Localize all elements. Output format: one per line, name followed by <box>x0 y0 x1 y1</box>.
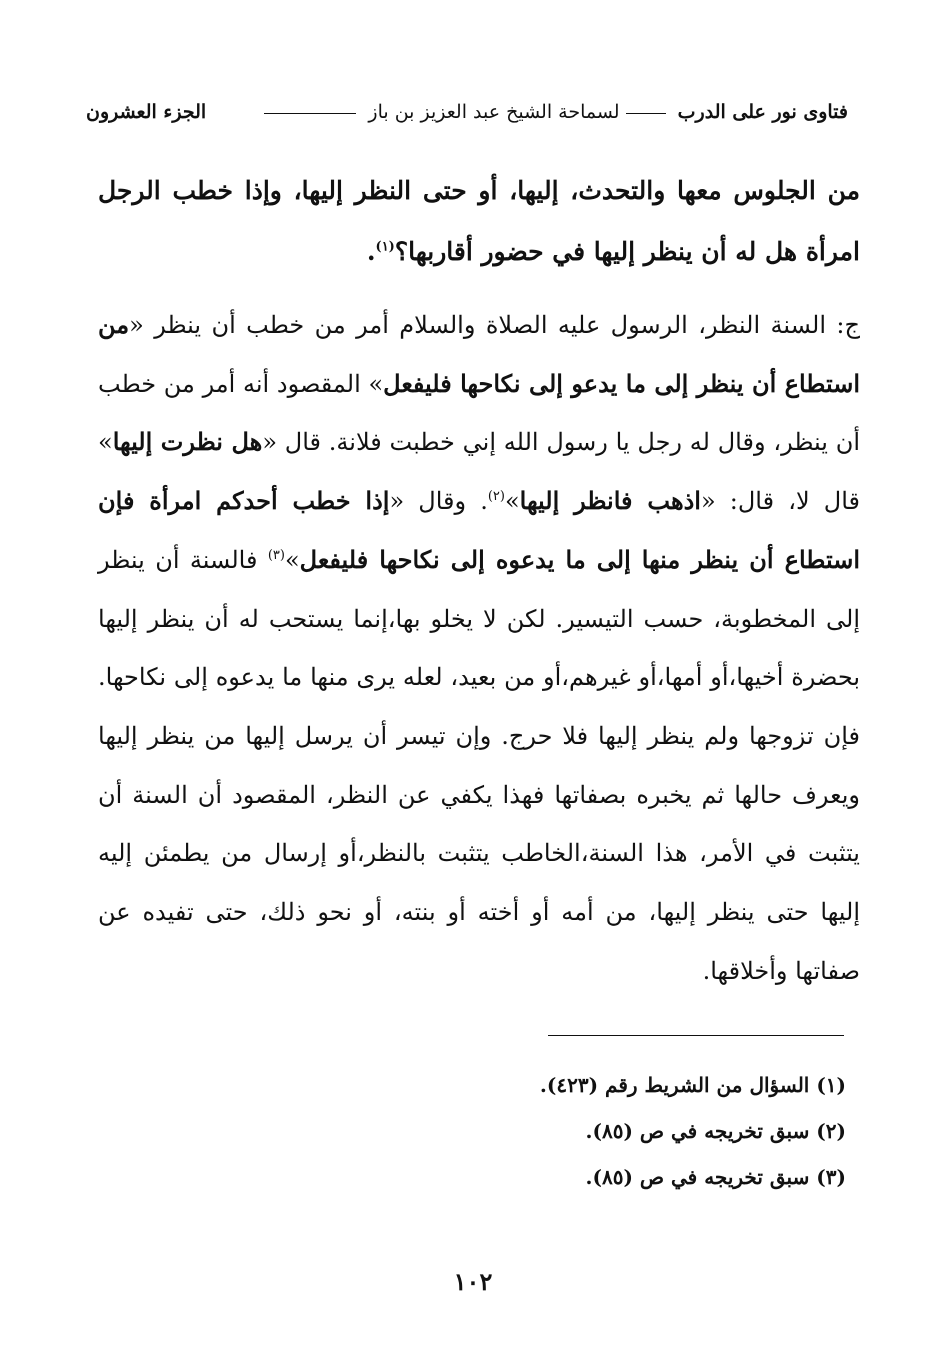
question-body: من الجلوس معها والتحدث، إليها، أو حتى النظر إليها، وإذا خطب الرجل امرأة هل له أن ينظر إليها في حضور أقاربها؟ <box>98 176 860 266</box>
answer-part-5: . وقال « <box>389 487 488 516</box>
answer-text <box>98 296 860 1000</box>
answer-part-4: » <box>504 487 520 516</box>
answer-part-6: » <box>284 545 300 574</box>
author-name: لسماحة الشيخ عبد العزيز بن باز <box>368 101 620 123</box>
running-header <box>86 92 848 132</box>
footnote-ref-3: (٣) <box>267 547 285 563</box>
answer-part-2: » المقصود أنه أمر من خطب أن ينظر، وقال له رجل يا رسول الله إني خطبت فلانة. قال « <box>98 369 860 457</box>
header-rule <box>264 113 356 114</box>
quote-did-you-look: هل نظرت إليها <box>112 427 263 457</box>
footnote-separator <box>548 1035 844 1036</box>
hadith-quote-2: إذا خطب أحدكم امرأة فإن استطاع أن ينظر منها إلى ما يدعوه إلى نكاحها فليفعل <box>98 486 860 574</box>
footnotes <box>146 1062 846 1200</box>
hadith-quote-1: من استطاع أن ينظر إلى ما يدعو إلى نكاحها فليفعل <box>98 310 860 398</box>
book-title: فتاوى نور على الدرب <box>677 101 848 123</box>
quote-go-look: اذهب فانظر إليها <box>519 486 701 516</box>
footnote-1: (١) السؤال من الشريط رقم (٤٢٣). <box>539 1073 846 1097</box>
answer-part-1: ج: السنة النظر، الرسول عليه الصلاة والسلام أمر من خطب أن ينظر « <box>129 311 860 339</box>
footnote-2: (٢) سبق تخريجه في ص (٨٥). <box>585 1119 846 1143</box>
question-text <box>98 160 860 282</box>
footnote-ref-2: (٢) <box>487 489 505 505</box>
answer-part-3: » قال لا، قال: « <box>98 428 860 516</box>
page-number: ١٠٢ <box>453 1267 493 1296</box>
footnote-ref-1: (١) <box>375 239 395 255</box>
answer-part-7: فالسنة أن ينظر إلى المخطوبة، حسب التيسير. لكن لا يخلو بها،إنما يستحب له أن ينظر إليها بحضرة أخيها،أو أمها،أو غيرهم،أو من بعيد، لعله يرى منها ما يدعوه إلى نكاحها. فإن تزوجها ولم ينظر إليها فلا حرج. وإن تيسر أن يرسل إليها من ينظر إليها ويعرف حالها ثم يخبره بصفاتها فهذا يكفي عن النظر، المقصود أن السنة أن يتثبت في الأمر، هذا السنة،الخاطب يتثبت بالنظر،أو إرسال من يطمئن إليه إليها حتى ينظر إليها، من أمه أو أخته أو بنته، أو نحو ذلك، حتى تفيده عن صفاتها وأخلاقها. <box>98 545 860 985</box>
question-end: . <box>366 237 376 266</box>
footnote-3: (٣) سبق تخريجه في ص (٨٥). <box>585 1165 846 1189</box>
volume-label: الجزء العشرون <box>86 101 207 123</box>
header-dash <box>626 113 666 114</box>
